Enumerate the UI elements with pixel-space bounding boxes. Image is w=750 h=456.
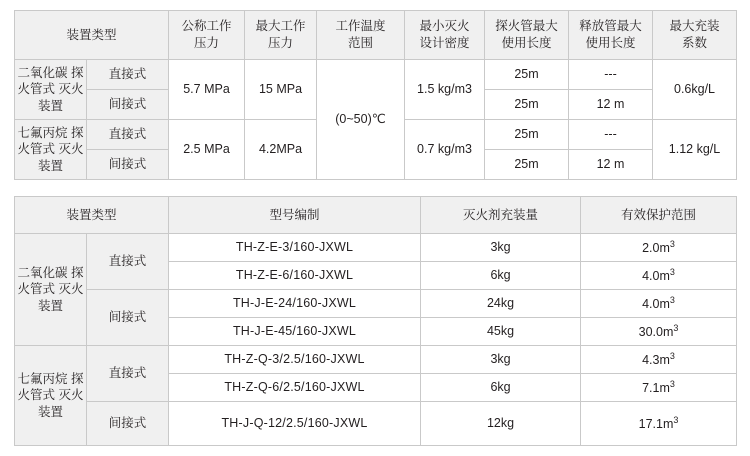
- model-code: TH-J-E-24/160-JXWL: [169, 290, 421, 318]
- device-subtype: 直接式: [87, 346, 169, 402]
- header-design-density: 最小灭火 设计密度: [405, 11, 485, 60]
- agent-charge: 45kg: [421, 318, 581, 346]
- model-code: TH-Z-E-3/160-JXWL: [169, 234, 421, 262]
- header-device-type: 装置类型: [15, 11, 169, 60]
- model-code: TH-Z-Q-3/2.5/160-JXWL: [169, 346, 421, 374]
- group-name-co2: 二氧化碳 探火管式 灭火装置: [15, 60, 87, 120]
- coverage: $2.0m^3$: [581, 234, 737, 262]
- header-detect-tube-length: 探火管最大 使用长度: [485, 11, 569, 60]
- table-header-row: [15, 11, 737, 60]
- nominal-pressure-value: 2.5 MPa: [169, 120, 245, 180]
- release-tube-length-value: 12 m: [569, 150, 653, 180]
- nominal-pressure-value: 5.7 MPa: [169, 60, 245, 120]
- device-subtype: 间接式: [87, 402, 169, 446]
- table-row: [15, 60, 737, 90]
- device-subtype: 直接式: [87, 120, 169, 150]
- release-tube-length-value: ---: [569, 120, 653, 150]
- table-row: [15, 402, 737, 446]
- table-row: [15, 234, 737, 262]
- header-device-type: 装置类型: [15, 197, 169, 234]
- device-subtype: 间接式: [87, 290, 169, 346]
- group-name-hfc227ea: 七氟丙烷 探火管式 灭火装置: [15, 346, 87, 446]
- table-row: [15, 346, 737, 374]
- detect-tube-length-value: 25m: [485, 60, 569, 90]
- device-subtype: 间接式: [87, 150, 169, 180]
- max-pressure-value: 15 MPa: [245, 60, 317, 120]
- device-subtype: 直接式: [87, 234, 169, 290]
- agent-charge: 3kg: [421, 346, 581, 374]
- detect-tube-length-value: 25m: [485, 120, 569, 150]
- coverage: $7.1m^3$: [581, 374, 737, 402]
- fill-factor-value: 0.6kg/L: [653, 60, 737, 120]
- coverage: $4.0m^3$: [581, 262, 737, 290]
- group-name-hfc227ea: 七氟丙烷 探火管式 灭火装置: [15, 120, 87, 180]
- table-spacer: [14, 180, 736, 196]
- agent-charge: 6kg: [421, 262, 581, 290]
- release-tube-length-value: ---: [569, 60, 653, 90]
- model-code: TH-Z-E-6/160-JXWL: [169, 262, 421, 290]
- group-name-co2: 二氧化碳 探火管式 灭火装置: [15, 234, 87, 346]
- coverage: $4.0m^3$: [581, 290, 737, 318]
- detect-tube-length-value: 25m: [485, 150, 569, 180]
- header-model-code: 型号编制: [169, 197, 421, 234]
- model-code: TH-J-Q-12/2.5/160-JXWL: [169, 402, 421, 446]
- agent-charge: 6kg: [421, 374, 581, 402]
- header-fill-factor: 最大充装 系数: [653, 11, 737, 60]
- parameters-table: [14, 10, 737, 180]
- table-header-row: [15, 197, 737, 234]
- fill-factor-value: 1.12 kg/L: [653, 120, 737, 180]
- header-max-pressure: 最大工作 压力: [245, 11, 317, 60]
- model-code: TH-Z-Q-6/2.5/160-JXWL: [169, 374, 421, 402]
- design-density-value: 0.7 kg/m3: [405, 120, 485, 180]
- table-row: [15, 290, 737, 318]
- model-code: TH-J-E-45/160-JXWL: [169, 318, 421, 346]
- device-subtype: 间接式: [87, 90, 169, 120]
- coverage: $17.1m^3$: [581, 402, 737, 446]
- coverage: $30.0m^3$: [581, 318, 737, 346]
- agent-charge: 3kg: [421, 234, 581, 262]
- temperature-range-value: (0~50)℃: [317, 60, 405, 180]
- coverage: $4.3m^3$: [581, 346, 737, 374]
- detect-tube-length-value: 25m: [485, 90, 569, 120]
- header-nominal-pressure: 公称工作 压力: [169, 11, 245, 60]
- max-pressure-value: 4.2MPa: [245, 120, 317, 180]
- header-release-tube-length: 释放管最大 使用长度: [569, 11, 653, 60]
- header-agent-charge: 灭火剂充装量: [421, 197, 581, 234]
- device-subtype: 直接式: [87, 60, 169, 90]
- agent-charge: 24kg: [421, 290, 581, 318]
- design-density-value: 1.5 kg/m3: [405, 60, 485, 120]
- models-table: [14, 196, 737, 446]
- header-temperature-range: 工作温度 范围: [317, 11, 405, 60]
- header-coverage: 有效保护范围: [581, 197, 737, 234]
- agent-charge: 12kg: [421, 402, 581, 446]
- release-tube-length-value: 12 m: [569, 90, 653, 120]
